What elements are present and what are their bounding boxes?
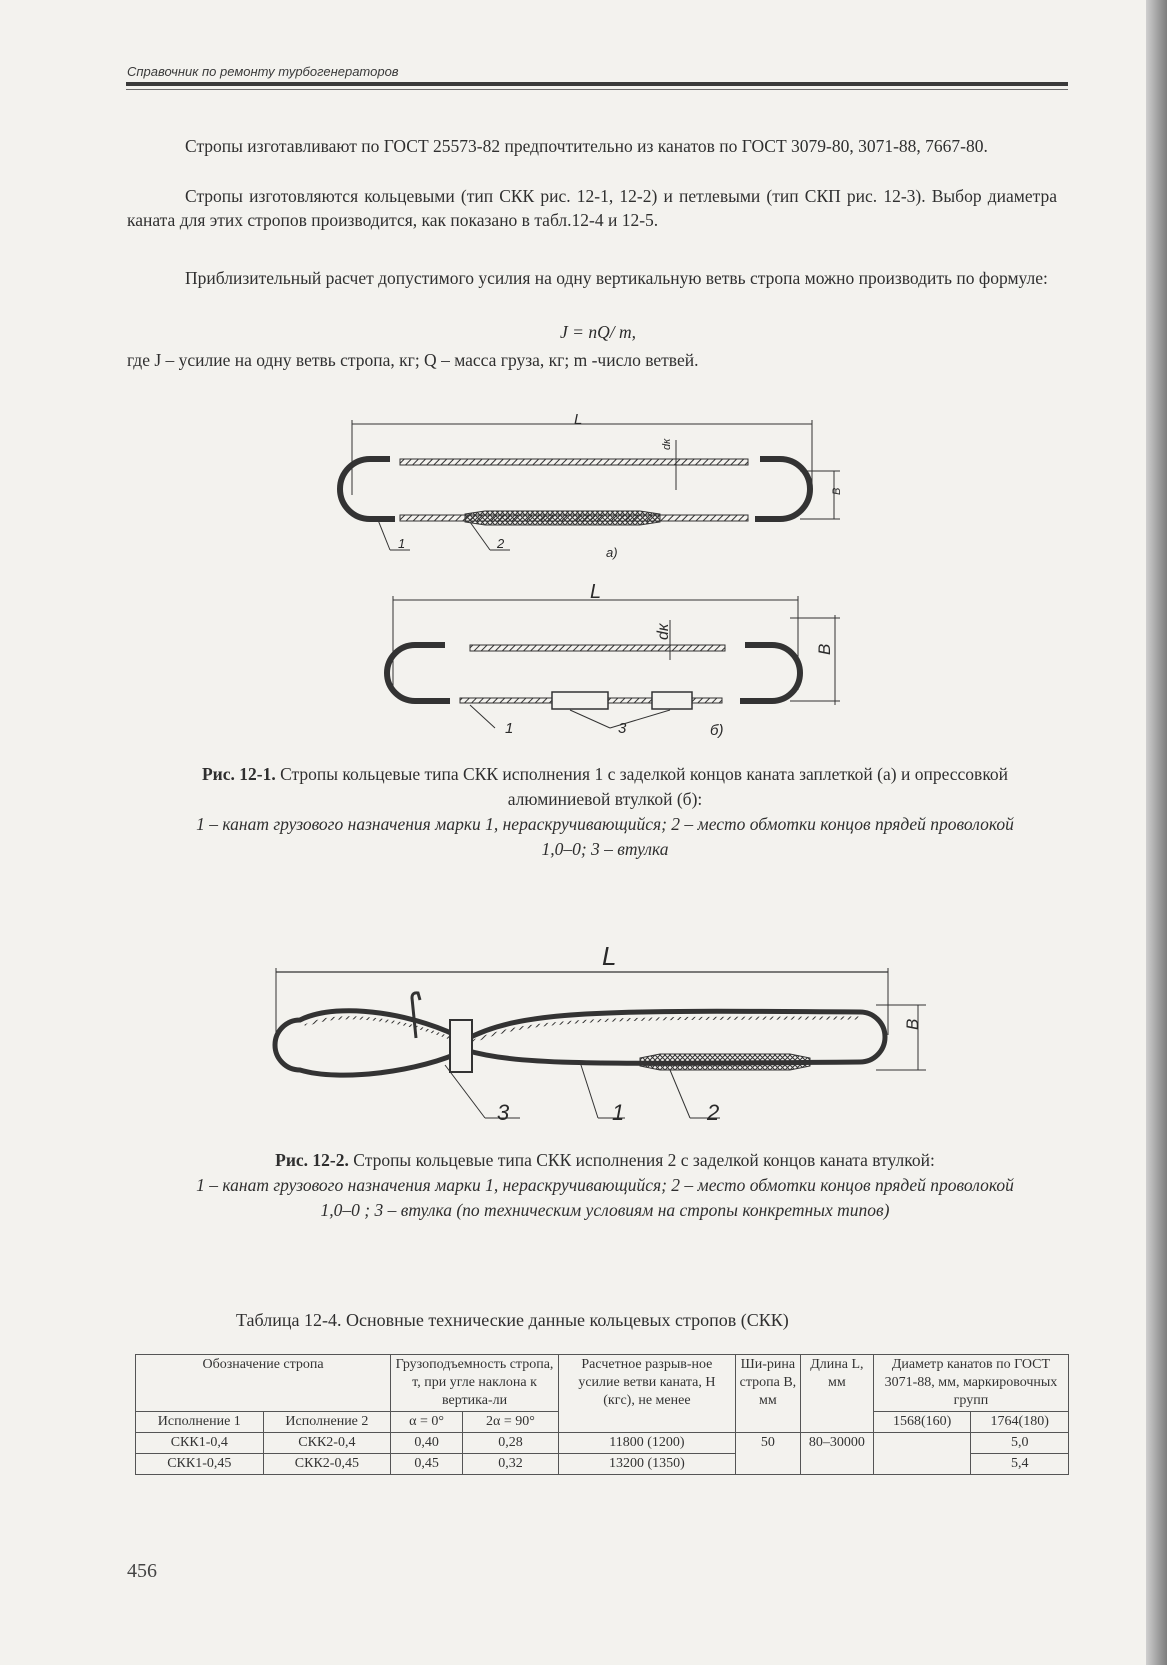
- figure-12-2-caption: [180, 1148, 1030, 1223]
- cell-exec2: СКК2-0,4: [263, 1433, 391, 1454]
- header-diameter: Диаметр канатов по ГОСТ 3071-88, мм, маркировочных групп: [873, 1355, 1068, 1412]
- header-angle90: 2α = 90°: [463, 1412, 559, 1433]
- callout-1-12-2: 1: [612, 1100, 625, 1125]
- specs-table: [135, 1354, 1069, 1475]
- sling-drawing-12-2: [275, 941, 926, 1125]
- cell-width: 50: [735, 1433, 800, 1475]
- dim-L-12-2: L: [602, 941, 617, 971]
- caption-1-label: Рис. 12-1.: [201, 764, 276, 784]
- paragraph-2: Стропы изготовляются кольцевыми (тип СКК рис. 12-1, 12-2) и петлевыми (тип СКП рис. 12-3). Выбор диаметра каната для этих стропов производится, как показано в табл.12-4 и 12-5.: [127, 186, 1057, 230]
- caption-1-text: Стропы кольцевые типа СКК исполнения 1 с заделкой концов каната заплеткой (а) и опрессовкой алюминиевой втулкой (б):: [280, 764, 1009, 809]
- dim-dk-b: dк: [655, 623, 672, 640]
- dim-B-12-2: B: [903, 1018, 922, 1030]
- paragraph-1: Стропы изготавливают по ГОСТ 25573-82 предпочтительно из канатов по ГОСТ 3079-80, 3071-88, 7667-80.: [185, 136, 988, 156]
- cell-length: 80–30000: [800, 1433, 873, 1475]
- callout-3-b: 3: [618, 720, 627, 737]
- cell-angle90: 0,32: [463, 1454, 559, 1475]
- header-capacity: Грузоподъемность стропа, т, при угле наклона к вертика-ли: [391, 1355, 559, 1412]
- caption-2-legend: 1 – канат грузового назначения марки 1, нераскручивающийся; 2 – место обмотки концов прядей проволокой 1,0–0 ; 3 – втулка (по техническим условиям на стропы конкретных типов): [196, 1175, 1014, 1220]
- callout-3-12-2: 3: [497, 1100, 510, 1125]
- figure-12-1-caption: [180, 762, 1030, 862]
- cell-group-1764: 5,0: [971, 1433, 1069, 1454]
- cell-force: 11800 (1200): [558, 1433, 735, 1454]
- cell-angle90: 0,28: [463, 1433, 559, 1454]
- header-group-1764: 1764(180): [971, 1412, 1069, 1433]
- cell-exec1: СКК1-0,45: [136, 1454, 264, 1475]
- running-header: Справочник по ремонту турбогенераторов: [127, 64, 399, 79]
- dim-L-a: L: [574, 411, 583, 428]
- header-designation: Обозначение стропа: [136, 1355, 391, 1412]
- cell-angle0: 0,45: [391, 1454, 463, 1475]
- cell-exec2: СКК2-0,45: [263, 1454, 391, 1475]
- header-exec2: Исполнение 2: [263, 1412, 391, 1433]
- callout-1-b: 1: [505, 720, 514, 737]
- callout-2-a: 2: [497, 536, 505, 551]
- header-length: Длина L, мм: [800, 1355, 873, 1433]
- cell-group-1764: 5,4: [971, 1454, 1069, 1475]
- header-group-1568: 1568(160): [873, 1412, 971, 1433]
- dim-L-b: L: [590, 581, 602, 603]
- paragraph-4: где J – усилие на одну ветвь стропа, кг; Q – масса груза, кг; m -число ветвей.: [127, 350, 699, 370]
- cell-group-1568: [873, 1433, 971, 1475]
- header-angle0: α = 0°: [391, 1412, 463, 1433]
- paragraph-3: Приблизительный расчет допустимого усилия на одну вертикальную ветвь стропа можно производить по формуле:: [185, 268, 1048, 288]
- sling-drawing-b: [387, 581, 840, 739]
- caption-1-legend: 1 – канат грузового назначения марки 1, нераскручивающийся; 2 – место обмотки концов прядей проволокой 1,0–0; 3 – втулка: [196, 814, 1014, 859]
- table-title: Таблица 12-4. Основные технические данные кольцевых стропов (СКК): [236, 1310, 789, 1330]
- cell-exec1: СКК1-0,4: [136, 1433, 264, 1454]
- table-header-row: [136, 1355, 1069, 1412]
- cell-force: 13200 (1350): [558, 1454, 735, 1475]
- cell-angle0: 0,40: [391, 1433, 463, 1454]
- header-breaking: Расчетное разрыв-ное усилие ветви каната, Н (кгс), не менее: [558, 1355, 735, 1433]
- table-row: [136, 1433, 1069, 1454]
- dim-dk-a: dк: [661, 438, 673, 450]
- callout-2-12-2: 2: [707, 1100, 720, 1125]
- formula: J = nQ/ m,: [560, 322, 636, 342]
- caption-2-label: Рис. 12-2.: [275, 1150, 349, 1170]
- caption-2-text: Стропы кольцевые типа СКК исполнения 2 с заделкой концов каната втулкой:: [353, 1150, 935, 1170]
- header-width: Ши-рина стропа В, мм: [735, 1355, 800, 1433]
- page-number: 456: [127, 1560, 157, 1582]
- callout-1-a: 1: [398, 536, 406, 551]
- dim-B-a: B: [831, 487, 843, 495]
- header-exec1: Исполнение 1: [136, 1412, 264, 1433]
- book-spine-shadow: [1146, 0, 1167, 1665]
- dim-B-b: B: [815, 643, 834, 655]
- subfig-label-a: а): [606, 545, 618, 560]
- sling-drawing-a: [340, 411, 843, 560]
- subfig-label-b: б): [710, 722, 724, 739]
